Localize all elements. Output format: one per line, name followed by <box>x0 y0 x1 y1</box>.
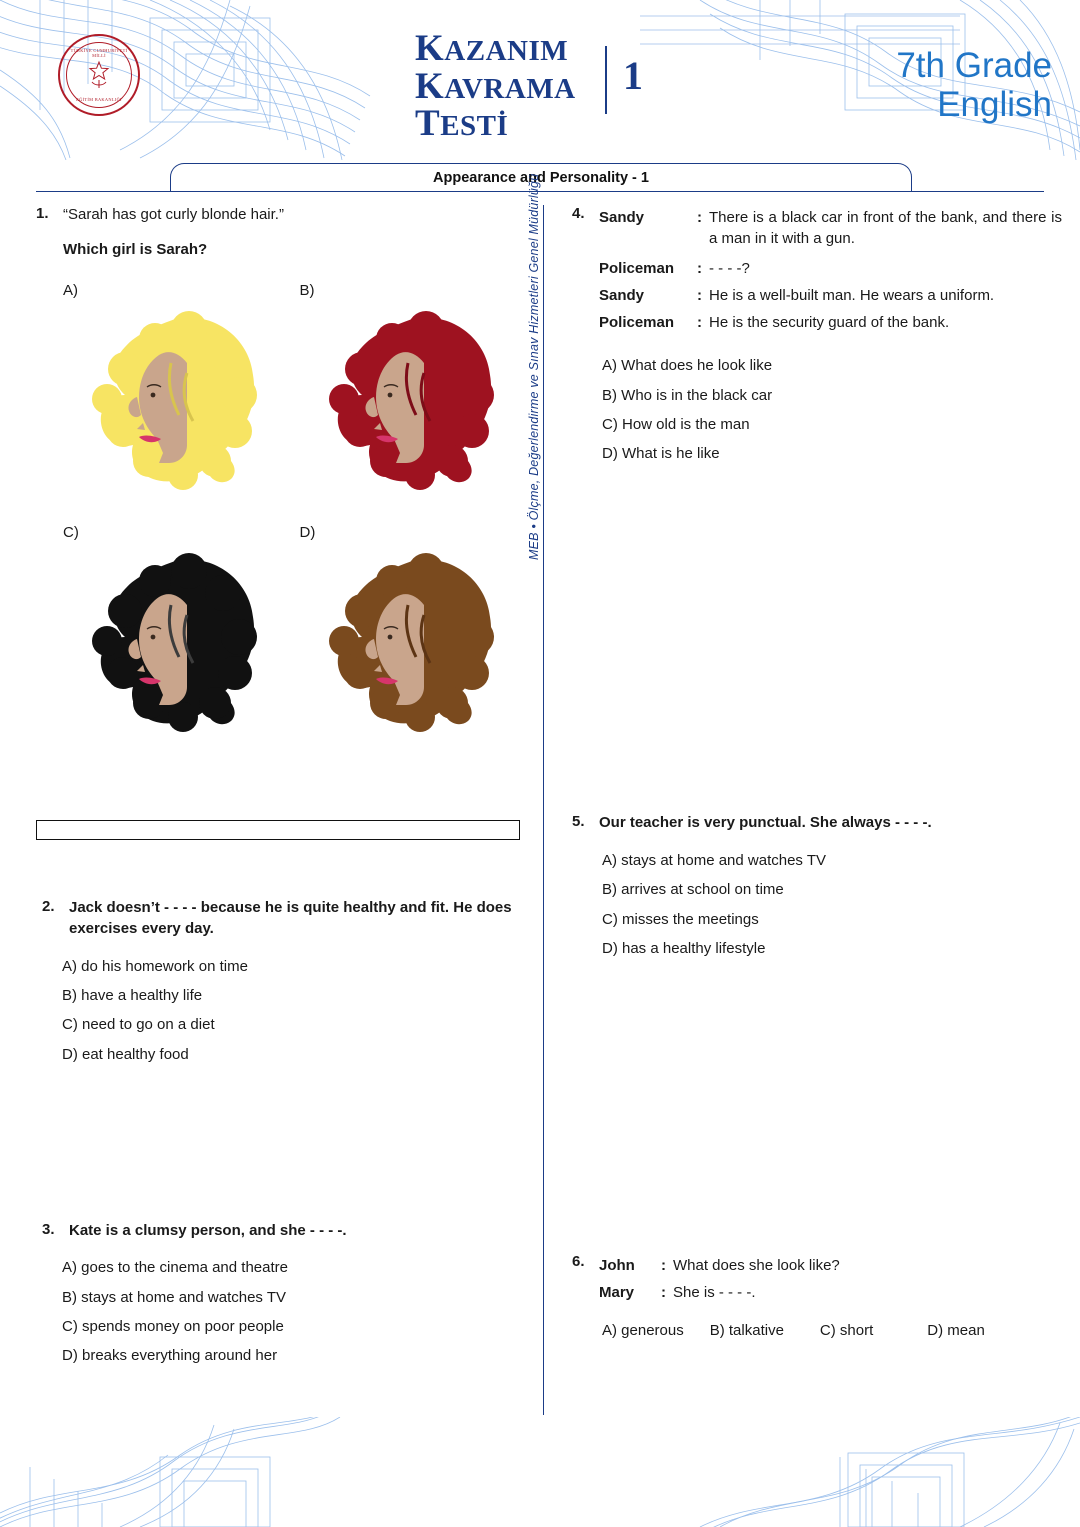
speaker-colon: : <box>697 209 702 226</box>
option-figure-d-label: D) <box>299 524 316 542</box>
option-d[interactable]: D) breaks everything around her <box>62 1347 278 1365</box>
ministry-seal <box>58 34 140 116</box>
option-b[interactable]: B) have a healthy life <box>62 987 203 1004</box>
seal-bottom-text: EĞİTİM BAKANLIĞI <box>76 97 122 102</box>
red-curly-hair-figure[interactable] <box>300 303 510 498</box>
question-2-stem: Jack doesn’t - - - - because he is quite healthy and fit. He does exercises every day. <box>69 899 512 938</box>
speaker-name: John <box>599 1257 635 1275</box>
left-column <box>36 205 536 1370</box>
option-d[interactable]: D) What is he like <box>602 445 720 463</box>
logo-line-3: TESTİ <box>415 103 509 145</box>
option-c[interactable]: C) How old is the man <box>602 415 750 433</box>
speaker-name: Mary <box>599 1284 635 1302</box>
question-1 <box>36 205 536 744</box>
option-figure-c[interactable] <box>63 524 300 744</box>
question-3-number: 3. <box>42 1220 55 1238</box>
option-b[interactable]: B) talkative <box>709 1321 784 1339</box>
question-6 <box>572 1253 1062 1341</box>
topic-label: Appearance and Personality - 1 <box>433 170 649 186</box>
column-divider <box>543 205 544 1415</box>
right-column <box>572 205 1062 1341</box>
page-title <box>722 46 1052 124</box>
question-5-options <box>602 846 1062 963</box>
option-figure-a-label: A) <box>63 282 78 300</box>
option-b[interactable]: B) arrives at school on time <box>602 881 784 899</box>
option-a[interactable]: A) What does he look like <box>602 357 773 375</box>
dialogue-line <box>599 1255 1062 1276</box>
option-a[interactable]: A) stays at home and watches TV <box>602 852 826 870</box>
blonde-curly-hair-figure[interactable] <box>63 303 273 498</box>
grade-line-1: 7th Grade <box>896 46 1052 85</box>
speaker-text: He is the security guard of the bank. <box>709 314 950 332</box>
question-2 <box>36 898 536 1068</box>
option-a[interactable]: A) generous <box>602 1321 684 1339</box>
option-figure-b[interactable] <box>300 282 537 502</box>
option-d[interactable]: D) eat healthy food <box>62 1045 189 1063</box>
speaker-colon: : <box>661 1257 666 1275</box>
speaker-colon: : <box>661 1284 666 1302</box>
option-b[interactable]: B) Who is in the black car <box>602 386 773 404</box>
decorative-footer-lines <box>0 1417 1080 1527</box>
question-5-number: 5. <box>572 813 585 831</box>
test-logo <box>415 28 665 145</box>
speaker-text: She is - - - -. <box>673 1284 756 1302</box>
question-4 <box>572 205 1062 468</box>
question-6-options <box>602 1320 1062 1341</box>
option-b[interactable]: B) stays at home and watches TV <box>62 1288 286 1306</box>
publisher-credit: MEB • Ölçme, Değerlendirme ve Sınav Hizmetleri Genel Müdürlüğü <box>527 173 541 560</box>
option-c[interactable]: C) need to go on a diet <box>62 1016 215 1034</box>
option-d[interactable]: D) has a healthy lifestyle <box>602 939 766 957</box>
question-5-stem: Our teacher is very punctual. She always - - - -. <box>599 814 932 832</box>
question-6-dialogue <box>599 1255 1062 1306</box>
question-1-number: 1. <box>36 205 49 222</box>
dialogue-line <box>599 285 1062 306</box>
dialogue-line <box>599 258 1062 279</box>
dialogue-line <box>599 207 1062 250</box>
speaker-text: There is a black car in front of the bank, and there is a man in it with a gun. <box>709 209 1062 248</box>
question-4-number: 4. <box>572 205 585 222</box>
question-4-options <box>602 351 1062 468</box>
topic-tab <box>170 163 912 192</box>
logo-line-2: KAVRAMA <box>415 65 576 107</box>
option-figure-d[interactable] <box>300 524 537 744</box>
page-header <box>0 0 1080 160</box>
question-2-options <box>62 952 536 1069</box>
speaker-colon: : <box>697 259 702 277</box>
dialogue-line <box>599 1282 1062 1303</box>
logo-line-1: KAZANIM <box>415 28 569 69</box>
option-c[interactable]: C) spends money on poor people <box>62 1317 284 1335</box>
speaker-colon: : <box>697 314 702 332</box>
question-3-options <box>62 1253 536 1370</box>
seal-top-text: TÜRKİYE CUMHURİYETİ MİLLİ <box>70 48 128 58</box>
speaker-name: Sandy <box>599 209 645 226</box>
speaker-text: He is a well-built man. He wears a uniform. <box>709 286 995 304</box>
black-curly-hair-figure[interactable] <box>63 545 273 740</box>
question-5 <box>572 813 1062 963</box>
question-3 <box>36 1221 536 1371</box>
speaker-name: Policeman <box>599 259 675 277</box>
speaker-text: - - - -? <box>709 259 750 277</box>
question-1-stem: Which girl is Sarah? <box>63 240 208 258</box>
option-figure-a[interactable] <box>63 282 300 502</box>
option-figure-b-label: B) <box>299 282 315 300</box>
dialogue-line <box>599 312 1062 333</box>
question-1-figures <box>36 282 536 744</box>
speaker-colon: : <box>697 286 702 304</box>
question-1-quote: “Sarah has got curly blonde hair.” <box>63 206 284 223</box>
speaker-name: Sandy <box>599 286 645 304</box>
option-a[interactable]: A) goes to the cinema and theatre <box>62 1259 288 1277</box>
test-number: 1 <box>623 53 643 98</box>
option-d[interactable]: D) mean <box>927 1321 985 1339</box>
question-3-stem: Kate is a clumsy person, and she - - - -. <box>69 1221 347 1239</box>
question-2-number: 2. <box>42 898 55 916</box>
option-a[interactable]: A) do his homework on time <box>62 957 248 975</box>
grade-line-2: English <box>937 85 1052 125</box>
question-4-dialogue <box>599 207 1062 335</box>
option-figure-c-label: C) <box>63 524 79 542</box>
instruction-box <box>36 820 520 840</box>
option-c[interactable]: C) short <box>819 1321 874 1339</box>
brown-curly-hair-figure[interactable] <box>300 545 510 740</box>
speaker-name: Policeman <box>599 314 675 332</box>
crescent-star-emblem-icon <box>86 60 112 90</box>
question-6-number: 6. <box>572 1253 585 1271</box>
speaker-text: What does she look like? <box>673 1257 840 1275</box>
option-c[interactable]: C) misses the meetings <box>602 910 759 928</box>
